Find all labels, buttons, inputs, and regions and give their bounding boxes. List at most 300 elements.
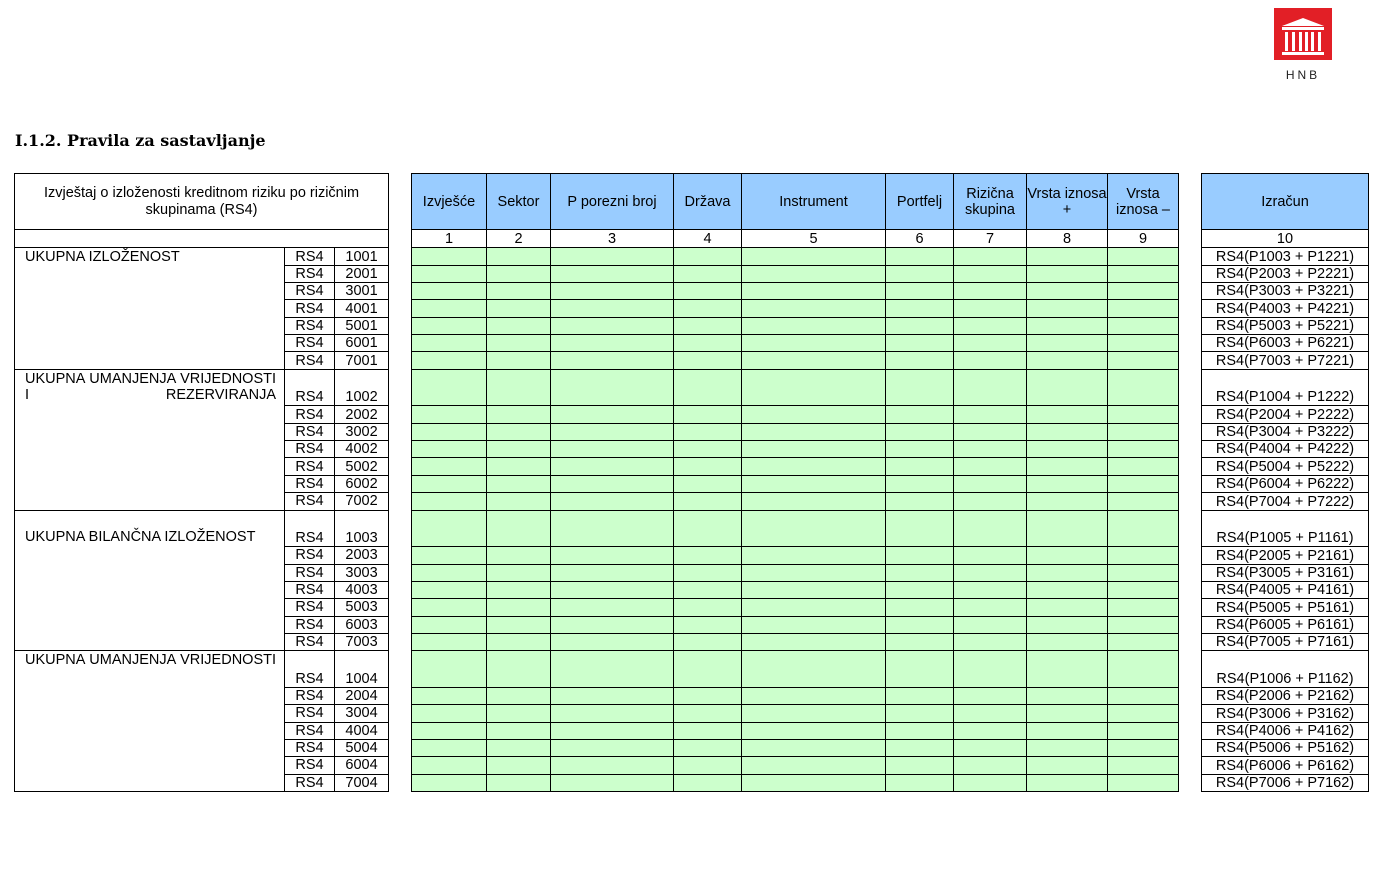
logo-text: HNB [1285,68,1321,82]
input-cell[interactable] [886,722,954,739]
input-cell[interactable] [954,564,1027,581]
table-row [412,300,1179,317]
input-cell[interactable] [412,705,487,722]
input-cell[interactable] [742,458,886,475]
table-row [412,352,1179,369]
input-cell[interactable] [487,317,551,334]
input-cell[interactable] [1027,335,1108,352]
code-cell: 1004 [335,651,389,688]
input-cell[interactable] [674,705,742,722]
input-cell[interactable] [1108,739,1179,756]
input-cell[interactable] [886,705,954,722]
input-cell[interactable] [674,423,742,440]
input-cell[interactable] [742,335,886,352]
input-cell[interactable] [1108,369,1179,406]
input-cell[interactable] [954,510,1027,547]
input-cell[interactable] [954,705,1027,722]
input-cell[interactable] [551,774,674,791]
input-cell[interactable] [1027,616,1108,633]
input-cell[interactable] [742,317,886,334]
table-row [1202,564,1369,581]
input-cell[interactable] [412,547,487,564]
input-cell[interactable] [742,616,886,633]
input-cell[interactable] [412,369,487,406]
input-cell[interactable] [886,265,954,282]
input-cell[interactable] [487,774,551,791]
input-cell[interactable] [412,774,487,791]
input-cell[interactable] [1027,248,1108,265]
code-cell: 5002 [335,458,389,475]
input-cell[interactable] [1027,352,1108,369]
input-cell[interactable] [1108,352,1179,369]
input-cell[interactable] [954,458,1027,475]
input-cell[interactable] [487,633,551,650]
input-cell[interactable] [674,616,742,633]
rs-cell: RS4 [285,599,335,616]
input-cell[interactable] [487,599,551,616]
input-cell[interactable] [1027,774,1108,791]
input-cell[interactable] [886,757,954,774]
input-cell[interactable] [551,369,674,406]
code-cell: 2002 [335,406,389,423]
input-cell[interactable] [742,547,886,564]
input-cell[interactable] [742,757,886,774]
input-cell[interactable] [1027,493,1108,510]
input-cell[interactable] [1108,493,1179,510]
input-cell[interactable] [412,510,487,547]
input-cell[interactable] [1027,547,1108,564]
input-cell[interactable] [674,352,742,369]
input-cell[interactable] [487,369,551,406]
input-cell[interactable] [1027,475,1108,492]
formula-cell: RS4(P2003 + P2221) [1202,265,1369,282]
formula-cell: RS4(P2005 + P2161) [1202,547,1369,564]
input-cell[interactable] [487,510,551,547]
input-cell[interactable] [742,722,886,739]
input-cell[interactable] [1108,475,1179,492]
input-cell[interactable] [551,633,674,650]
input-cell[interactable] [954,369,1027,406]
input-cell[interactable] [1108,651,1179,688]
input-cell[interactable] [742,369,886,406]
input-cell[interactable] [886,774,954,791]
input-cell[interactable] [954,739,1027,756]
input-cell[interactable] [1108,564,1179,581]
input-cell[interactable] [1108,616,1179,633]
input-cell[interactable] [1108,248,1179,265]
input-cell[interactable] [551,493,674,510]
input-cell[interactable] [412,283,487,300]
input-cell[interactable] [954,493,1027,510]
input-cell[interactable] [954,406,1027,423]
table-row [1202,423,1369,440]
input-cell[interactable] [412,599,487,616]
input-cell[interactable] [674,651,742,688]
input-cell[interactable] [954,757,1027,774]
input-cell[interactable] [1108,423,1179,440]
input-cell[interactable] [954,335,1027,352]
input-cell[interactable] [1027,423,1108,440]
input-cell[interactable] [886,493,954,510]
formula-cell: RS4(P2006 + P2162) [1202,687,1369,704]
input-cell[interactable] [487,687,551,704]
input-cell[interactable] [954,651,1027,688]
input-cell[interactable] [487,423,551,440]
input-cell[interactable] [1027,739,1108,756]
input-cell[interactable] [886,300,954,317]
input-cell[interactable] [551,581,674,598]
input-cell[interactable] [742,739,886,756]
input-cell[interactable] [1108,458,1179,475]
input-cell[interactable] [1027,757,1108,774]
input-cell[interactable] [954,283,1027,300]
input-cell[interactable] [674,757,742,774]
input-cell[interactable] [487,335,551,352]
input-cell[interactable] [954,441,1027,458]
input-cell[interactable] [886,651,954,688]
input-cell[interactable] [674,633,742,650]
input-cell[interactable] [412,265,487,282]
input-cell[interactable] [1108,581,1179,598]
input-cell[interactable] [886,423,954,440]
input-cell[interactable] [551,458,674,475]
input-cell[interactable] [487,651,551,688]
code-cell: 6003 [335,616,389,633]
input-cell[interactable] [487,406,551,423]
input-cell[interactable] [1027,651,1108,688]
input-cell[interactable] [412,757,487,774]
input-cell[interactable] [1108,283,1179,300]
group-label-cell [15,651,285,792]
table-row [1202,510,1369,547]
input-cell[interactable] [674,335,742,352]
input-cell[interactable] [487,352,551,369]
input-cell[interactable] [487,581,551,598]
input-cell[interactable] [886,248,954,265]
input-cell[interactable] [674,547,742,564]
input-cell[interactable] [886,369,954,406]
input-cell[interactable] [551,651,674,688]
input-cell[interactable] [742,564,886,581]
input-cell[interactable] [487,248,551,265]
input-cell[interactable] [1108,317,1179,334]
input-cell[interactable] [742,599,886,616]
input-cell[interactable] [551,300,674,317]
input-cell[interactable] [886,510,954,547]
input-cell[interactable] [674,510,742,547]
column-header: Rizična skupina [954,174,1027,230]
input-cell[interactable] [742,248,886,265]
input-cell[interactable] [551,547,674,564]
input-cell[interactable] [412,633,487,650]
input-cell[interactable] [674,774,742,791]
input-cell[interactable] [551,265,674,282]
input-cell[interactable] [886,406,954,423]
input-cell[interactable] [487,722,551,739]
input-cell[interactable] [551,441,674,458]
input-cell[interactable] [1108,599,1179,616]
input-cell[interactable] [886,687,954,704]
calculation-table [1201,173,1369,792]
input-cell[interactable] [1108,633,1179,650]
input-cell[interactable] [886,352,954,369]
input-cell[interactable] [1108,265,1179,282]
input-cell[interactable] [886,458,954,475]
input-cell[interactable] [954,774,1027,791]
input-cell[interactable] [487,739,551,756]
input-cell[interactable] [674,722,742,739]
input-cell[interactable] [1108,757,1179,774]
input-cell[interactable] [412,406,487,423]
input-cell[interactable] [674,300,742,317]
column-header: Vrsta iznosa – [1108,174,1179,230]
input-cell[interactable] [674,458,742,475]
input-cell[interactable] [954,633,1027,650]
input-cell[interactable] [412,616,487,633]
input-cell[interactable] [412,475,487,492]
group-label: UKUPNA UMANJENJA VRIJEDNOSTI I REZERVIRANJA [25,370,276,404]
input-cell[interactable] [742,493,886,510]
input-cell[interactable] [674,283,742,300]
input-cell[interactable] [1027,722,1108,739]
input-cell[interactable] [551,616,674,633]
input-cell[interactable] [886,633,954,650]
input-cell[interactable] [1027,317,1108,334]
input-cell[interactable] [886,599,954,616]
rs-cell: RS4 [285,265,335,282]
input-cell[interactable] [886,581,954,598]
group-label-cell [15,248,285,369]
input-cell[interactable] [742,352,886,369]
input-cell[interactable] [954,352,1027,369]
input-cell[interactable] [551,564,674,581]
input-cell[interactable] [551,317,674,334]
table-row [412,248,1179,265]
input-cell[interactable] [886,547,954,564]
input-cell[interactable] [412,687,487,704]
input-cell[interactable] [412,739,487,756]
input-cell[interactable] [886,441,954,458]
report-title: Izvještaj o izloženosti kreditnom riziku po rizičnim skupinama (RS4) [15,174,389,230]
input-cell[interactable] [551,475,674,492]
input-cell[interactable] [674,406,742,423]
input-cell[interactable] [1108,510,1179,547]
input-cell[interactable] [1108,406,1179,423]
input-cell[interactable] [954,248,1027,265]
code-cell: 7001 [335,352,389,369]
input-cell[interactable] [1027,687,1108,704]
input-cell[interactable] [954,300,1027,317]
input-cell[interactable] [1108,335,1179,352]
input-cell[interactable] [551,739,674,756]
input-cell[interactable] [412,335,487,352]
input-cell[interactable] [742,705,886,722]
code-cell: 4004 [335,722,389,739]
table-row [412,564,1179,581]
input-cell[interactable] [1108,441,1179,458]
input-cell[interactable] [674,475,742,492]
input-cell[interactable] [954,547,1027,564]
input-cell[interactable] [674,369,742,406]
rs-cell: RS4 [285,564,335,581]
code-cell: 1002 [335,369,389,406]
rs-cell: RS4 [285,705,335,722]
input-cell[interactable] [886,317,954,334]
input-cell[interactable] [742,774,886,791]
formula-cell: RS4(P4003 + P4221) [1202,300,1369,317]
input-cell[interactable] [742,581,886,598]
input-cell[interactable] [1108,547,1179,564]
input-cell[interactable] [886,283,954,300]
input-cell[interactable] [1027,564,1108,581]
input-cell[interactable] [742,651,886,688]
input-cell[interactable] [1027,441,1108,458]
input-cell[interactable] [551,599,674,616]
input-cell[interactable] [1027,369,1108,406]
input-cell[interactable] [487,547,551,564]
input-cell[interactable] [742,283,886,300]
rs-cell: RS4 [285,722,335,739]
input-cell[interactable] [551,705,674,722]
input-cell[interactable] [551,722,674,739]
input-cell[interactable] [742,300,886,317]
input-cell[interactable] [954,616,1027,633]
input-cell[interactable] [551,335,674,352]
input-cell[interactable] [1027,283,1108,300]
input-cell[interactable] [954,687,1027,704]
input-cell[interactable] [674,317,742,334]
formula-cell: RS4(P5004 + P5222) [1202,458,1369,475]
rs-cell: RS4 [285,369,335,406]
input-cell[interactable] [412,581,487,598]
input-cell[interactable] [674,265,742,282]
input-cell[interactable] [551,283,674,300]
input-cell[interactable] [954,722,1027,739]
input-cell[interactable] [412,423,487,440]
input-cell[interactable] [1027,458,1108,475]
input-cell[interactable] [487,300,551,317]
input-cell[interactable] [742,406,886,423]
input-cell[interactable] [1108,774,1179,791]
input-cell[interactable] [412,441,487,458]
input-cell[interactable] [1027,406,1108,423]
input-cell[interactable] [1027,300,1108,317]
input-cell[interactable] [551,510,674,547]
input-cell[interactable] [1027,633,1108,650]
input-cell[interactable] [674,739,742,756]
input-cell[interactable] [412,458,487,475]
input-cell[interactable] [674,599,742,616]
input-cell[interactable] [551,406,674,423]
input-cell[interactable] [954,475,1027,492]
input-cell[interactable] [886,616,954,633]
table-row [412,369,1179,406]
input-cell[interactable] [742,687,886,704]
input-cell[interactable] [1108,705,1179,722]
input-cell[interactable] [1108,687,1179,704]
table-row [1202,687,1369,704]
input-cell[interactable] [742,265,886,282]
input-cell[interactable] [674,581,742,598]
input-cell[interactable] [412,300,487,317]
input-cell[interactable] [487,757,551,774]
input-cell[interactable] [412,317,487,334]
input-cell[interactable] [886,564,954,581]
input-cell[interactable] [487,616,551,633]
input-cell[interactable] [674,248,742,265]
code-cell: 3003 [335,564,389,581]
input-cell[interactable] [886,739,954,756]
calc-column-number: 10 [1202,230,1369,248]
input-cell[interactable] [412,564,487,581]
input-cell[interactable] [551,248,674,265]
input-cell[interactable] [551,757,674,774]
input-cell[interactable] [412,248,487,265]
input-cell[interactable] [412,651,487,688]
input-cell[interactable] [487,475,551,492]
input-cell[interactable] [487,283,551,300]
input-cell[interactable] [1027,510,1108,547]
row-label-table [14,173,389,792]
input-cell[interactable] [487,493,551,510]
group-label: UKUPNA UMANJENJA VRIJEDNOSTI [25,652,276,669]
input-cell[interactable] [487,265,551,282]
input-cell[interactable] [742,475,886,492]
input-cell[interactable] [886,335,954,352]
input-cell[interactable] [954,423,1027,440]
input-cell[interactable] [487,705,551,722]
input-cell[interactable] [1027,265,1108,282]
header-row [15,174,389,230]
input-cell[interactable] [742,423,886,440]
input-cell[interactable] [674,441,742,458]
column-number: 9 [1108,230,1179,248]
input-cell[interactable] [551,687,674,704]
input-cell[interactable] [954,317,1027,334]
column-number: 3 [551,230,674,248]
input-cell[interactable] [954,265,1027,282]
input-cell[interactable] [742,441,886,458]
input-cell[interactable] [674,687,742,704]
input-cell[interactable] [412,493,487,510]
input-cell[interactable] [551,352,674,369]
input-cell[interactable] [742,633,886,650]
input-cell[interactable] [1108,300,1179,317]
input-cell[interactable] [551,423,674,440]
rs-cell: RS4 [285,547,335,564]
column-header: P porezni broj [551,174,674,230]
table-row [412,423,1179,440]
input-cell[interactable] [487,441,551,458]
input-cell[interactable] [1108,722,1179,739]
input-cell[interactable] [742,510,886,547]
input-cell[interactable] [1027,599,1108,616]
input-cell[interactable] [1027,581,1108,598]
column-header: Instrument [742,174,886,230]
input-cell[interactable] [412,722,487,739]
code-cell: 4003 [335,581,389,598]
table-row [412,547,1179,564]
input-cell[interactable] [954,599,1027,616]
input-cell[interactable] [886,475,954,492]
input-cell[interactable] [674,493,742,510]
input-cell[interactable] [1027,705,1108,722]
input-cell[interactable] [487,458,551,475]
input-cell[interactable] [954,581,1027,598]
input-cell[interactable] [674,564,742,581]
input-cell[interactable] [487,564,551,581]
input-cell[interactable] [412,352,487,369]
